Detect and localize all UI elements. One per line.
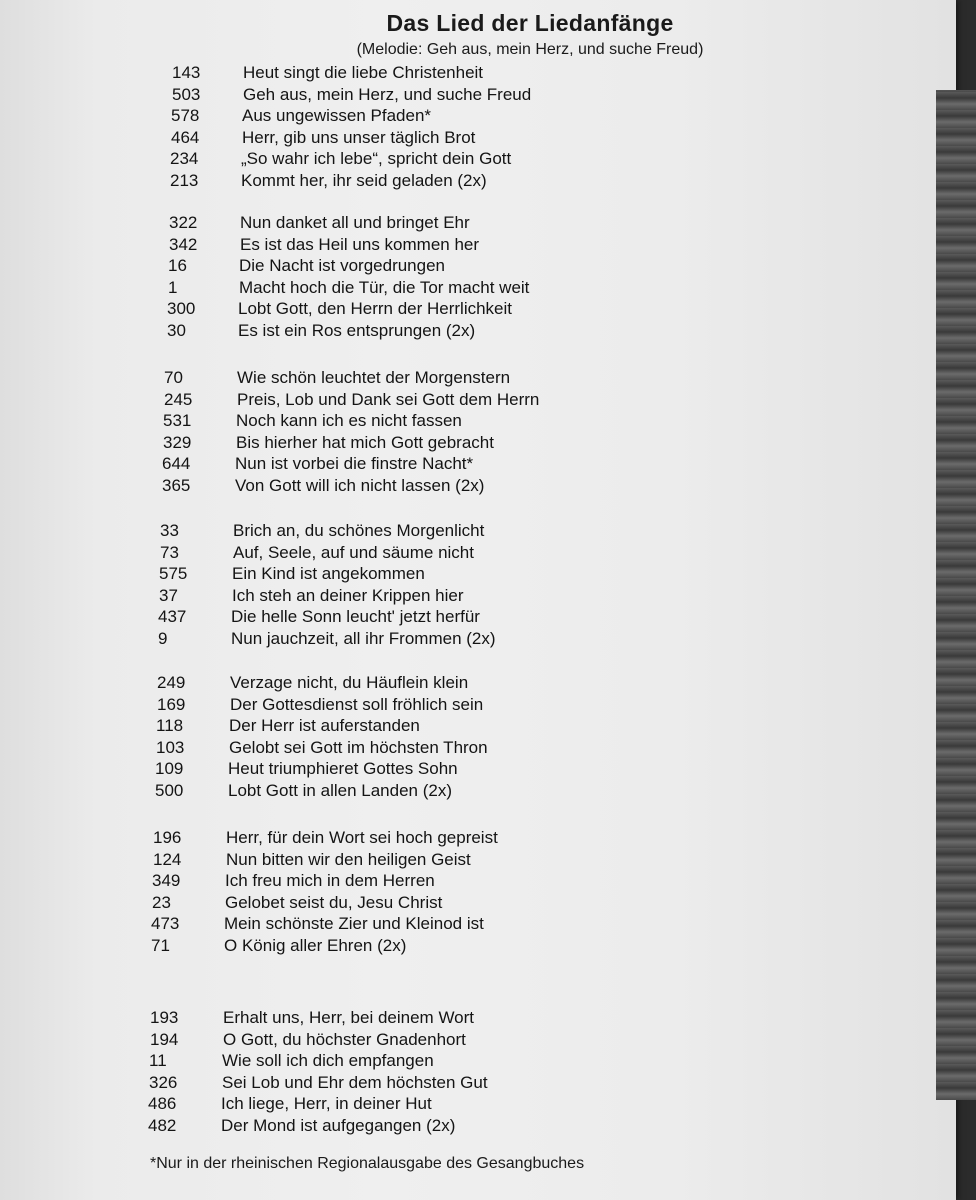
song-title: Ich liege, Herr, in deiner Hut — [221, 1094, 432, 1114]
song-title: Gelobet seist du, Jesu Christ — [225, 892, 443, 912]
song-title: Kommt her, ihr seid geladen (2x) — [241, 171, 487, 190]
song-number: 30 — [167, 321, 186, 340]
song-title: Es ist ein Ros entsprungen (2x) — [238, 321, 476, 340]
song-number: 143 — [172, 63, 201, 82]
song-number: 11 — [149, 1051, 167, 1071]
page-subtitle: (Melodie: Geh aus, mein Herz, und suche Freud) — [356, 41, 704, 58]
song-number: 109 — [155, 759, 184, 779]
song-title: Noch kann ich es nicht fassen — [236, 411, 462, 431]
song-number: 73 — [160, 542, 179, 562]
song-title: Heut singt die liebe Christenheit — [243, 63, 484, 82]
footnote: *Nur in der rheinischen Regionalausgabe des Gesangbuches — [150, 1155, 585, 1172]
song-number: 464 — [171, 127, 200, 147]
song-number: 37 — [159, 585, 178, 605]
song-title: Wie soll ich dich empfangen — [222, 1051, 434, 1071]
song-title: Sei Lob und Ehr dem höchsten Gut — [222, 1072, 488, 1092]
song-title: Erhalt uns, Herr, bei deinem Wort — [223, 1008, 475, 1027]
song-title: Nun jauchzeit, all ihr Frommen (2x) — [231, 629, 496, 648]
song-title: O Gott, du höchster Gnadenhort — [223, 1029, 466, 1049]
song-number: 124 — [153, 849, 182, 869]
song-title: Macht hoch die Tür, die Tor macht weit — [239, 277, 530, 297]
song-number: 234 — [170, 149, 199, 169]
song-title: Wie schön leuchtet der Morgenstern — [237, 368, 511, 387]
adjacent-page-photo — [936, 90, 976, 1100]
song-number: 500 — [155, 781, 184, 800]
song-number: 213 — [170, 171, 199, 190]
song-title: Brich an, du schönes Morgenlicht — [233, 521, 485, 540]
song-number: 486 — [148, 1094, 177, 1114]
song-title: Ein Kind ist angekommen — [232, 564, 425, 584]
song-number: 437 — [158, 607, 187, 627]
song-number: 70 — [164, 368, 183, 387]
song-number: 249 — [157, 673, 186, 692]
song-title: Herr, gib uns unser täglich Brot — [242, 127, 476, 147]
song-title: O König aller Ehren (2x) — [224, 936, 407, 955]
song-number: 575 — [159, 564, 188, 584]
song-number: 342 — [169, 234, 198, 254]
song-title: Geh aus, mein Herz, und suche Freud — [243, 84, 532, 104]
song-number: 118 — [156, 716, 184, 736]
song-title: Der Gottesdienst soll fröhlich sein — [230, 694, 484, 714]
song-number: 482 — [148, 1116, 177, 1135]
song-title: Lobt Gott, den Herrn der Herrlichkeit — [238, 299, 513, 319]
song-title: Die helle Sonn leucht' jetzt herfür — [231, 607, 480, 627]
song-number: 23 — [152, 892, 171, 912]
song-number: 169 — [157, 694, 186, 714]
song-number: 1 — [168, 277, 178, 297]
song-title: Ich steh an deiner Krippen hier — [232, 585, 464, 605]
song-title: Es ist das Heil uns kommen her — [240, 234, 480, 254]
song-number: 33 — [160, 521, 179, 540]
song-title: Herr, für dein Wort sei hoch gepreist — [226, 828, 498, 847]
song-number: 578 — [171, 106, 200, 126]
song-title: Nun danket all und bringet Ehr — [240, 213, 470, 232]
song-number: 194 — [150, 1029, 179, 1049]
page-title: Das Lied der Liedanfänge — [386, 10, 674, 36]
song-title: Gelobt sei Gott im höchsten Thron — [229, 737, 488, 757]
song-title: Heut triumphieret Gottes Sohn — [228, 759, 458, 779]
song-number: 349 — [152, 871, 181, 891]
song-title: „So wahr ich lebe“, spricht dein Gott — [241, 149, 512, 169]
song-number: 326 — [149, 1072, 178, 1092]
song-number: 322 — [169, 213, 198, 232]
song-title: Mein schönste Zier und Kleinod ist — [224, 914, 484, 934]
song-title: Verzage nicht, du Häuflein klein — [230, 673, 469, 692]
song-title: Die Nacht ist vorgedrungen — [239, 256, 446, 276]
song-title: Nun ist vorbei die finstre Nacht* — [235, 454, 474, 474]
song-number: 531 — [163, 411, 192, 431]
song-number: 103 — [156, 737, 185, 757]
song-title: Von Gott will ich nicht lassen (2x) — [235, 476, 485, 495]
song-number: 329 — [163, 432, 192, 452]
song-title: Nun bitten wir den heiligen Geist — [226, 849, 471, 869]
song-number: 365 — [162, 476, 191, 495]
song-title: Auf, Seele, auf und säume nicht — [233, 542, 474, 562]
song-title: Ich freu mich in dem Herren — [225, 871, 435, 891]
song-title: Der Mond ist aufgegangen (2x) — [221, 1116, 456, 1135]
song-number: 9 — [158, 629, 168, 648]
song-number: 245 — [164, 389, 193, 409]
song-number: 16 — [168, 256, 187, 276]
song-number: 503 — [172, 84, 201, 104]
song-number: 300 — [167, 299, 196, 319]
song-number: 644 — [162, 454, 191, 474]
song-title: Bis hierher hat mich Gott gebracht — [236, 432, 494, 452]
song-title: Lobt Gott in allen Landen (2x) — [228, 781, 452, 800]
song-number: 196 — [153, 828, 182, 847]
song-number: 473 — [151, 914, 180, 934]
song-number: 71 — [151, 936, 170, 955]
song-number: 193 — [150, 1008, 179, 1027]
song-title: Preis, Lob und Dank sei Gott dem Herrn — [237, 389, 540, 409]
song-title: Aus ungewissen Pfaden* — [242, 106, 432, 126]
song-title: Der Herr ist auferstanden — [229, 716, 420, 736]
